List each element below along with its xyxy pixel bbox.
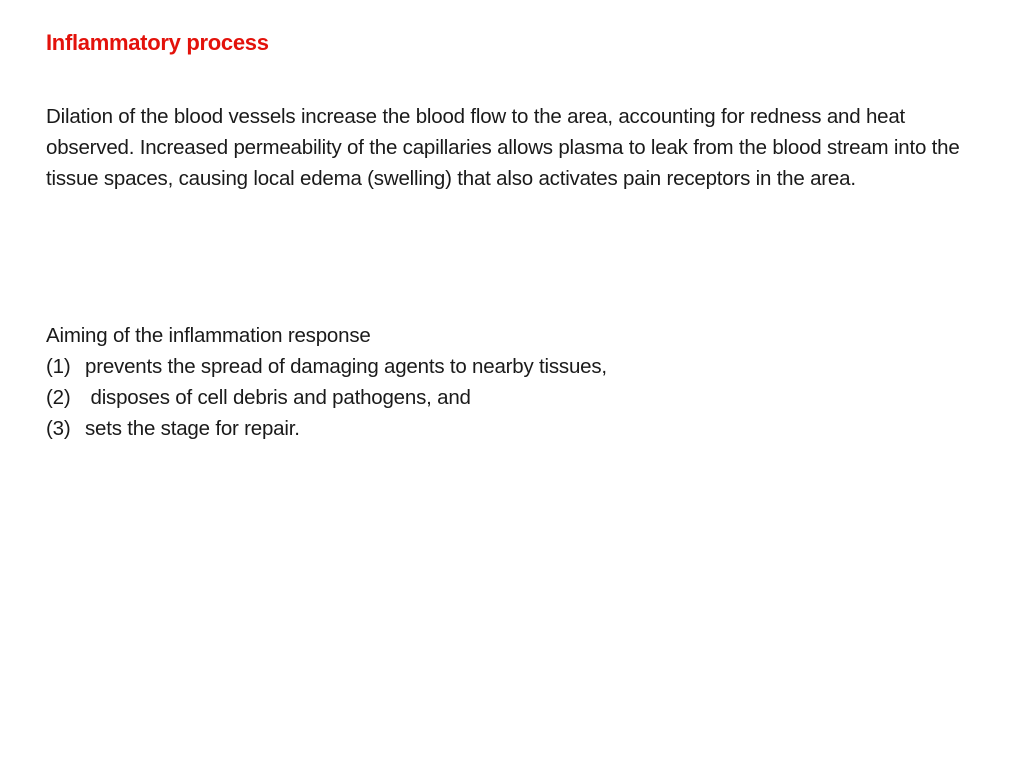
list-item-number: (3) <box>46 417 71 440</box>
aims-section <box>46 320 966 444</box>
aims-list <box>46 351 966 444</box>
list-item-text: disposes of cell debris and pathogens, and <box>85 386 471 409</box>
slide-title: Inflammatory process <box>46 30 269 55</box>
list-item-text: sets the stage for repair. <box>85 417 300 440</box>
list-item <box>46 351 966 382</box>
list-item <box>46 382 966 413</box>
list-item-number: (1) <box>46 355 71 378</box>
aims-heading: Aiming of the inflammation response <box>46 324 371 347</box>
list-item <box>46 413 966 444</box>
list-item-number: (2) <box>46 386 71 409</box>
description-paragraph: Dilation of the blood vessels increase the blood flow to the area, accounting for redness and heat observed. Increased permeability of the capillaries allows plasma to leak from the blood stream into the tissue spaces, causing local edema (swelling) that also activates pain receptors in the area. <box>46 105 960 190</box>
list-item-text: prevents the spread of damaging agents to nearby tissues, <box>85 355 607 378</box>
